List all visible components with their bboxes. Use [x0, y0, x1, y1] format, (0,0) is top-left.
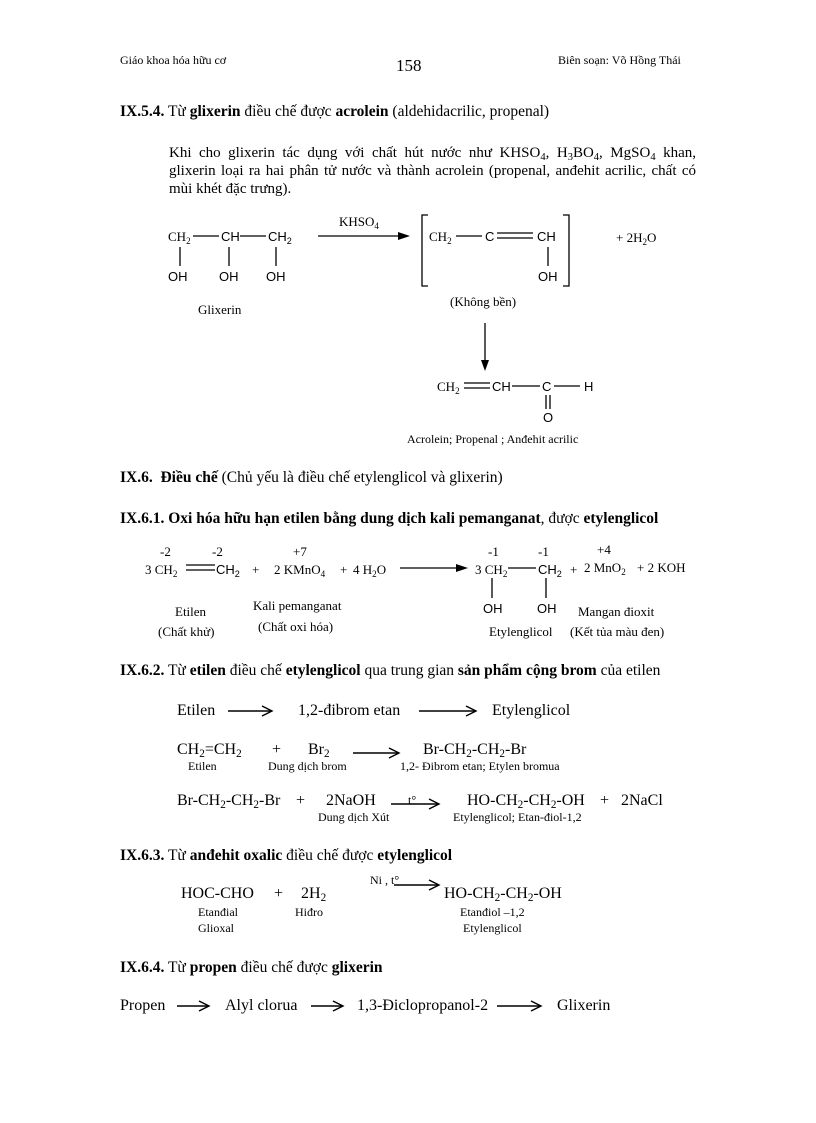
scheme4-glixerin: Glixerin: [557, 997, 611, 1014]
heading-bold: glixerin: [189, 103, 241, 120]
ox-state: -1: [538, 544, 549, 559]
sub: 2: [466, 748, 472, 760]
sub: 2: [447, 236, 452, 246]
para-text: , MgSO: [599, 145, 651, 161]
header-left: Giáo khoa hóa hữu cơ: [120, 53, 227, 67]
text: 2 MnO: [584, 560, 622, 575]
atom: CH: [268, 229, 287, 244]
coef: 3: [475, 562, 482, 577]
scheme-etilen: Etilen: [177, 702, 216, 719]
sub: 2: [372, 569, 377, 579]
ox-state: +7: [293, 544, 307, 559]
sub: 2: [234, 569, 240, 579]
scheme4-propen: Propen: [120, 997, 166, 1014]
heading-text: của etilen: [596, 662, 661, 679]
heading-text: Từ: [164, 959, 190, 976]
para-text: khan, glixerin loại ra hai phân tử nước và thành acrolein (propenal, anđehit acrilic, chất có mùi khét đặc trưng).: [169, 145, 696, 197]
eq1-label-brom: Dung dịch brom: [268, 759, 347, 773]
t: Br-CH: [423, 741, 467, 758]
atom: CH: [538, 562, 557, 577]
heading-bold: glixerin: [331, 959, 383, 976]
heading-text: (aldehidacrilic, propenal): [388, 103, 550, 120]
t: -CH: [225, 792, 254, 809]
sub: 3: [567, 152, 573, 163]
atom: CH: [154, 562, 173, 577]
eq2-label-xut: Dung dịch Xút: [318, 810, 390, 824]
heading-number: IX.6.2.: [120, 662, 165, 679]
t: -Br: [504, 741, 527, 758]
heading-bold: propen: [189, 959, 237, 976]
t: HO-CH: [444, 885, 495, 902]
heading-text: điều chế được: [236, 959, 332, 976]
t: Br: [308, 741, 324, 758]
scheme4-alyl-clorua: Alyl clorua: [225, 997, 298, 1014]
glixerin-oh-1: OH: [168, 269, 188, 284]
glixerin-oh-3: OH: [266, 269, 286, 284]
label-chat-khu: (Chất khử): [158, 624, 215, 639]
sub: 2: [172, 569, 178, 579]
eq2-naoh: 2NaOH: [326, 792, 376, 809]
glixerin-oh-2: OH: [219, 269, 239, 284]
sub: 2: [499, 748, 505, 760]
sub: 2: [517, 799, 524, 811]
label-ket-tua: (Kết tủa màu đen): [570, 624, 665, 639]
eq-plus: +: [340, 562, 348, 577]
sub: 2: [253, 799, 259, 811]
para-text: BO: [572, 145, 594, 161]
heading-text: Từ: [164, 847, 190, 864]
heading-text: Từ: [164, 662, 190, 679]
t: -OH: [533, 885, 562, 902]
sub: 2: [642, 237, 648, 247]
eq3-label-hidro: Hiđro: [295, 905, 323, 919]
scheme4-dicloropropanol: 1,3-Điclopropanol-2: [357, 997, 489, 1014]
para-text: , H: [545, 145, 568, 161]
heading-bold: etylenglicol: [583, 510, 659, 527]
eq3-label-glioxal: Glioxal: [198, 921, 234, 935]
acrolein-c: C: [542, 379, 552, 394]
reagent: KHSO: [339, 214, 375, 229]
eq3-plus: +: [274, 885, 284, 902]
sub: 2: [186, 236, 191, 246]
label-etilen: Etilen: [175, 604, 207, 619]
heading-bold: etylenglicol: [285, 662, 361, 679]
heading-text: điều chế: [225, 662, 286, 679]
label-mangan: Mangan đioxit: [578, 604, 655, 619]
eq1-label-etilen: Etilen: [188, 759, 217, 773]
eq1-plus: +: [272, 741, 282, 758]
ox-state: -2: [160, 544, 171, 559]
eq-koh: + 2 KOH: [637, 560, 686, 575]
heading-bold: etylenglicol: [377, 847, 453, 864]
unstable-label: (Không bền): [450, 294, 517, 309]
sub: 4: [374, 221, 379, 231]
page-number: 158: [396, 56, 422, 75]
eq2-nacl: 2NaCl: [621, 792, 663, 809]
eq-oh: OH: [483, 601, 503, 616]
eq2-plus: +: [296, 792, 306, 809]
sub: 2: [286, 236, 292, 246]
coef: 3: [145, 562, 152, 577]
eq2-label-etylenglicol: Etylenglicol; Etan-điol-1,2: [453, 810, 582, 824]
sub: 2: [220, 799, 226, 811]
heading-text: điều chế được: [282, 847, 378, 864]
sub: 2: [236, 748, 242, 760]
sub: 2: [320, 892, 327, 904]
scheme-etylenglicol: Etylenglicol: [492, 702, 571, 719]
eq3-condition: Ni , t°: [370, 873, 400, 887]
t: =CH: [204, 741, 237, 758]
atom: CH: [429, 229, 448, 244]
scheme-dibrom: 1,2-đibrom etan: [298, 702, 401, 719]
eq-plus: +: [570, 562, 578, 577]
heading-number: IX.5.4.: [120, 103, 165, 120]
text: + 2H: [616, 230, 643, 245]
heading-bold: Điều chế: [160, 469, 218, 486]
sub: 4: [593, 152, 600, 163]
eq2-condition: t°: [408, 793, 417, 807]
text: 4 H: [353, 562, 373, 577]
sub: 2: [502, 569, 508, 579]
t: -CH: [500, 885, 528, 902]
eq3-label-etandial: Etanđial: [198, 905, 238, 919]
sub: 2: [324, 748, 330, 760]
heading-number: IX.6.3.: [120, 847, 165, 864]
t: HO-CH: [467, 792, 518, 809]
eq-oh: OH: [537, 601, 557, 616]
label-chat-oxi: (Chất oxi hóa): [258, 619, 334, 634]
eq3-label-etandiol: Etanđiol –1,2: [460, 905, 525, 919]
sub: 2: [455, 386, 460, 396]
heading-bold: etilen: [189, 662, 226, 679]
sub: 2: [527, 892, 534, 904]
eq3-label-etylenglicol: Etylenglicol: [463, 921, 522, 935]
eq1-label-dibrom: 1,2- Đibrom etan; Etylen bromua: [400, 759, 560, 773]
enol-c: C: [485, 229, 495, 244]
acrolein-o: O: [543, 410, 554, 425]
enol-ch: CH: [537, 229, 556, 244]
heading-number: IX.6.1.: [120, 510, 165, 527]
heading-text: Từ: [164, 103, 190, 120]
t: CH: [177, 741, 200, 758]
heading-bold: sản phẩm cộng brom: [457, 662, 597, 679]
atom: CH: [437, 379, 456, 394]
ox-state: -2: [212, 544, 223, 559]
heading-text: , được: [540, 510, 584, 527]
glixerin-ch: CH: [221, 229, 240, 244]
text: O: [647, 230, 657, 245]
sub: 4: [320, 569, 326, 579]
eq-plus: +: [252, 562, 260, 577]
acrolein-h: H: [584, 379, 594, 394]
sub: 2: [199, 748, 205, 760]
t: -OH: [556, 792, 585, 809]
heading-text: qua trung gian: [360, 662, 458, 679]
sub: 2: [556, 569, 562, 579]
t: Br-CH: [177, 792, 221, 809]
text: 2 KMnO: [274, 562, 321, 577]
sub: 2: [550, 799, 557, 811]
ox-state: -1: [488, 544, 499, 559]
t: -Br: [258, 792, 281, 809]
acrolein-ch: CH: [492, 379, 511, 394]
header-right: Biên soạn: Võ Hồng Thái: [558, 53, 681, 67]
eq3-reactant: HOC-CHO: [181, 885, 254, 902]
t: 2H: [301, 885, 321, 902]
heading-bold: acrolein: [335, 103, 389, 120]
t: -CH: [471, 741, 500, 758]
atom: CH: [216, 562, 235, 577]
heading-text: (Chủ yếu là điều chế etylenglicol và glixerin): [217, 469, 503, 486]
heading-text: điều chế được: [240, 103, 336, 120]
ox-state: +4: [597, 542, 611, 557]
label-kali: Kali pemanganat: [253, 598, 342, 613]
sub: 2: [621, 567, 626, 577]
heading-bold: Oxi hóa hữu hạn etilen bằng dung dịch kali pemanganat: [164, 510, 541, 527]
atom: CH: [484, 562, 503, 577]
heading-number: IX.6.4.: [120, 959, 165, 976]
text: O: [376, 562, 387, 577]
sub: 4: [540, 152, 546, 163]
sub: 2: [494, 892, 501, 904]
acrolein-label: Acrolein; Propenal ; Anđehit acrilic: [407, 432, 579, 446]
label-etylenglicol: Etylenglicol: [489, 624, 553, 639]
glixerin-label: Glixerin: [198, 302, 242, 317]
sub: 4: [650, 152, 656, 163]
eq2-plus: +: [600, 792, 610, 809]
t: -CH: [523, 792, 551, 809]
atom: CH: [168, 229, 187, 244]
para-text: Khi cho glixerin tác dụng với chất hút nước như KHSO: [169, 145, 541, 161]
enol-oh: OH: [538, 269, 558, 284]
heading-number: IX.6.: [120, 469, 153, 486]
heading-bold: anđehit oxalic: [189, 847, 283, 864]
